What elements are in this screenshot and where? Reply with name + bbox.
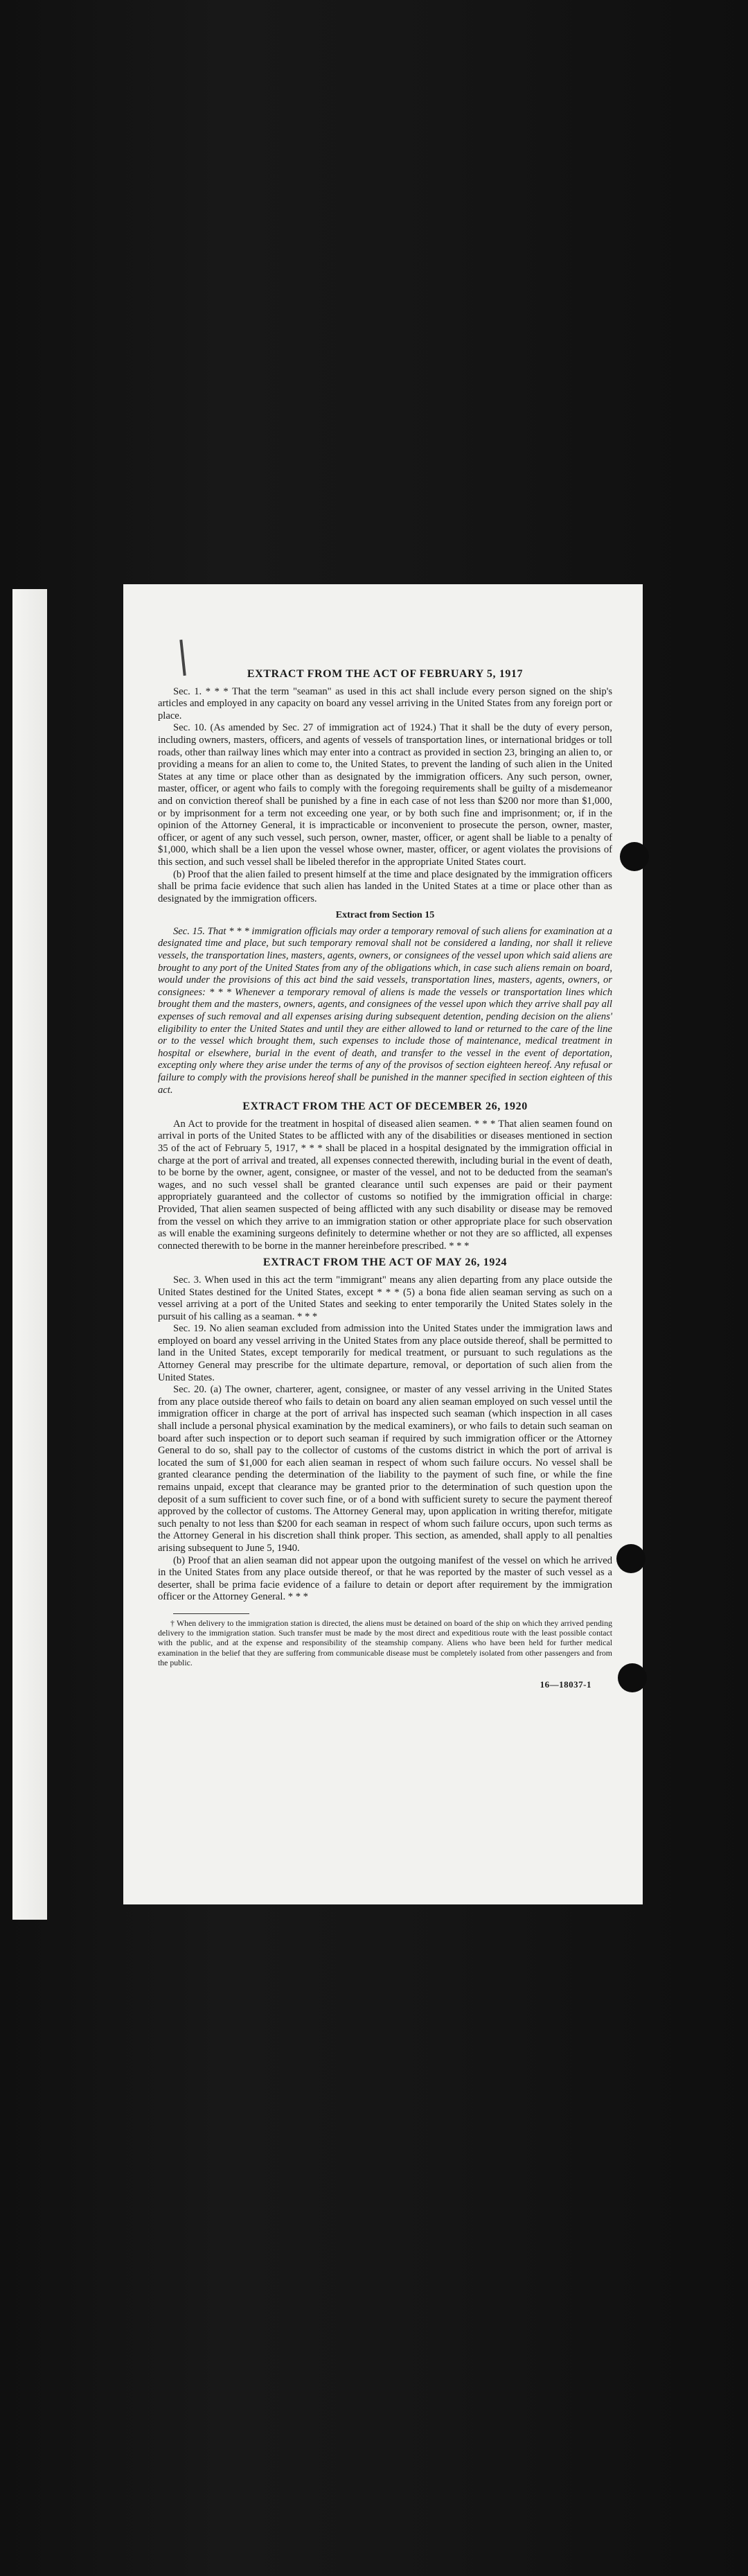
paragraph-sec-1: Sec. 1. * * * That the term "seaman" as used in this act shall include every person signed on the ship's articles and employed in any capacity on board any vessel arriving in the United States from any foreign port or place. — [158, 685, 612, 721]
paragraph-sec-3: Sec. 3. When used in this act the term "immigrant" means any alien departing from any place outside the United States destined for the United States, except * * * (5) a bona fide alien seaman serving as such on a vessel arriving at a port of the United States and seeking to enter temporarily the United States solely in the pursuit of his calling as a seaman. * * * — [158, 1274, 612, 1322]
paragraph-sec-10: Sec. 10. (As amended by Sec. 27 of immigration act of 1924.) That it shall be the duty of every person, including owners, masters, officers, and agents of vessels of transportation lines, or international bridges or toll roads, other than railway lines which may enter into a contract as provided in section 23, bringing an alien to, or providing a means for an alien to come to, the United States, to prevent the landing of such alien in the United States at any time or place other than as designated by the immigration officers. Any such person, owner, master, officer, or agent who fails to comply with the foregoing requirements shall be guilty of a misdemeanor and on conviction thereof shall be punished by a fine in each case of not less than $200 nor more than $1,000, or by imprisonment for a term not exceeding one year, or by both such fine and imprisonment; or, if in the opinion of the Attorney General, it is impracticable or inconvenient to prosecute the person, owner, master, officer, or agent of any such vessel, such person, owner, master, officer, or agent shall be liable to a penalty of $1,000, which shall be a lien upon the vessel whose owner, master, officer, or agent violates the provisions of this section, and such vessel shall be libeled therefor in the appropriate United States court. — [158, 722, 612, 868]
paragraph-sec-20-a: Sec. 20. (a) The owner, charterer, agent, consignee, or master of any vessel arriving in the United States from any place outside thereof who fails to detain on board any alien seaman employed on such vessel until the immigration officer in charge at the port of arrival has inspected such seaman (which inspection in all cases shall include a personal physical examination by the medical examiners), or who fails to detain such seaman on board after such inspection or to deport such seaman if required by such immigration officer or the Attorney General to do so, shall pay to the collector of customs of the customs district in which the port of arrival is located the sum of $1,000 for each alien seaman in respect of whom such failure occurs. No vessel shall be granted clearance pending the determination of the liability to the payment of such fine, or while the fine remains unpaid, except that clearance may be granted prior to the determination of such question upon the deposit of a sum sufficient to cover such fine, or of a bond with sufficient surety to secure the payment thereof approved by the collector of customs. The Attorney General may, upon application in writing therefor, mitigate such penalty to not less than $200 for each seaman in respect of whom such failure occurs, upon such terms as the Attorney General in his discretion shall think proper. This section, as amended, shall apply to all penalties arising subsequent to June 5, 1940. — [158, 1384, 612, 1554]
form-number: 16—18037-1 — [540, 1679, 591, 1690]
section-heading-act-1924: EXTRACT FROM THE ACT OF MAY 26, 1924 — [262, 1256, 508, 1269]
punch-hole-middle — [616, 1544, 645, 1573]
paragraph-sec-20-b: (b) Proof that an alien seaman did not appear upon the outgoing manifest of the vessel on which he arrived in the United States from any place outside thereof, or that he was reported by the master of such vessel as a deserter, shall be prima facie evidence of a failure to detain or deport after requirement by the immigration officer or the Attorney General. * * * — [158, 1554, 612, 1603]
paragraph-sec-15: Sec. 15. That * * * immigration officials may order a temporary removal of such aliens for examination at a designated time and place, but such temporary removal shall not be considered a landing, nor shall it relieve vessels, the transportation lines, masters, agents, owners, or consignees of the vessel upon which said aliens are brought to any port of the United States from any of the obligations which, in case such aliens remain on board, would under the provisions of this act bind the said vessels, transportation lines, masters, agents, owners, or consignees: * * * Whenever a temporary removal of aliens is made the vessels or transportation lines which brought them and the masters, owners, agents, and consignees of the vessel upon which they arrive shall pay all expenses of such removal and all expenses arising during subsequent detention, pending decision on the aliens' eligibility to enter the United States and until they are either allowed to land or returned to the care of the line or to the vessel which brought them, such expenses to include those of maintenance, medical treatment in hospital or elsewhere, burial in the event of death, and transfer to the vessel in the event of deportation, excepting only where they arise under the terms of any of the provisos of section eighteen hereof. Any refusal or failure to comply with the provisions hereof shall be punished in the manner specified in section eighteen of this act. — [158, 925, 612, 1096]
document-page — [123, 584, 643, 1904]
footnote-divider — [173, 1613, 249, 1614]
paragraph-sec-19: Sec. 19. No alien seaman excluded from admission into the United States under the immigration laws and employed on board any vessel arriving in the United States from any place outside thereof, shall be permitted to land in the United States, except temporarily for medical treatment, or pursuant to such regulations as the Attorney General may prescribe for the ultimate departure, removal, or deportation of such alien from the United States. — [158, 1323, 612, 1383]
paragraph-act-1920: An Act to provide for the treatment in hospital of diseased alien seamen. * * * That alien seamen found on arrival in ports of the United States to be afflicted with any of the disabilities or diseases mentioned in section 35 of the act of February 5, 1917, * * * shall be placed in a hospital designated by the immigration official in charge at the port of arrival and treated, all expenses connected therewith, including burial in the event of death, to be borne by the owner, agent, consignee, or master of the vessel, and not to be deducted from the seaman's wages, and no such vessel shall be granted clearance until such expenses are paid or their payment appropriately guaranteed and the collector of customs so notified by the immigration official in charge: Provided, That alien seamen suspected of being afflicted with any such disability or disease may be removed from the vessel on which they arrive to an immigration station or other appropriate place for such observation as will enable the examining surgeons definitely to determine whether or not they are so afflicted, all expenses connected therewith to be borne in the manner hereinbefore prescribed. * * * — [158, 1118, 612, 1252]
underlying-page-edge — [12, 589, 47, 1920]
footnote: † When delivery to the immigration station is directed, the aliens must be detained on board of the ship on which they arrived pending delivery to the immigration station. Such transfer must be made by the most direct and expeditious route with the least possible contact with the public, and at the expense and responsibility of the steamship company. Aliens who have been held for further medical examination in the belief that they are suffering from communicable disease must be completely isolated from other passengers and from the public. — [158, 1618, 612, 1667]
punch-hole-bottom — [618, 1663, 647, 1692]
section-heading-act-1920: EXTRACT FROM THE ACT OF DECEMBER 26, 1920 — [242, 1101, 528, 1113]
section-heading-act-1917: EXTRACT FROM THE ACT OF FEBRUARY 5, 1917 — [247, 668, 524, 680]
subheading-section-15: Extract from Section 15 — [335, 910, 435, 921]
paragraph-sec-10-b: (b) Proof that the alien failed to present himself at the time and place designated by the immigration officers shall be prima facie evidence that such alien has landed in the United States at a time or place other than as designated by the immigration officers. — [158, 868, 612, 904]
punch-hole-top — [620, 842, 649, 871]
